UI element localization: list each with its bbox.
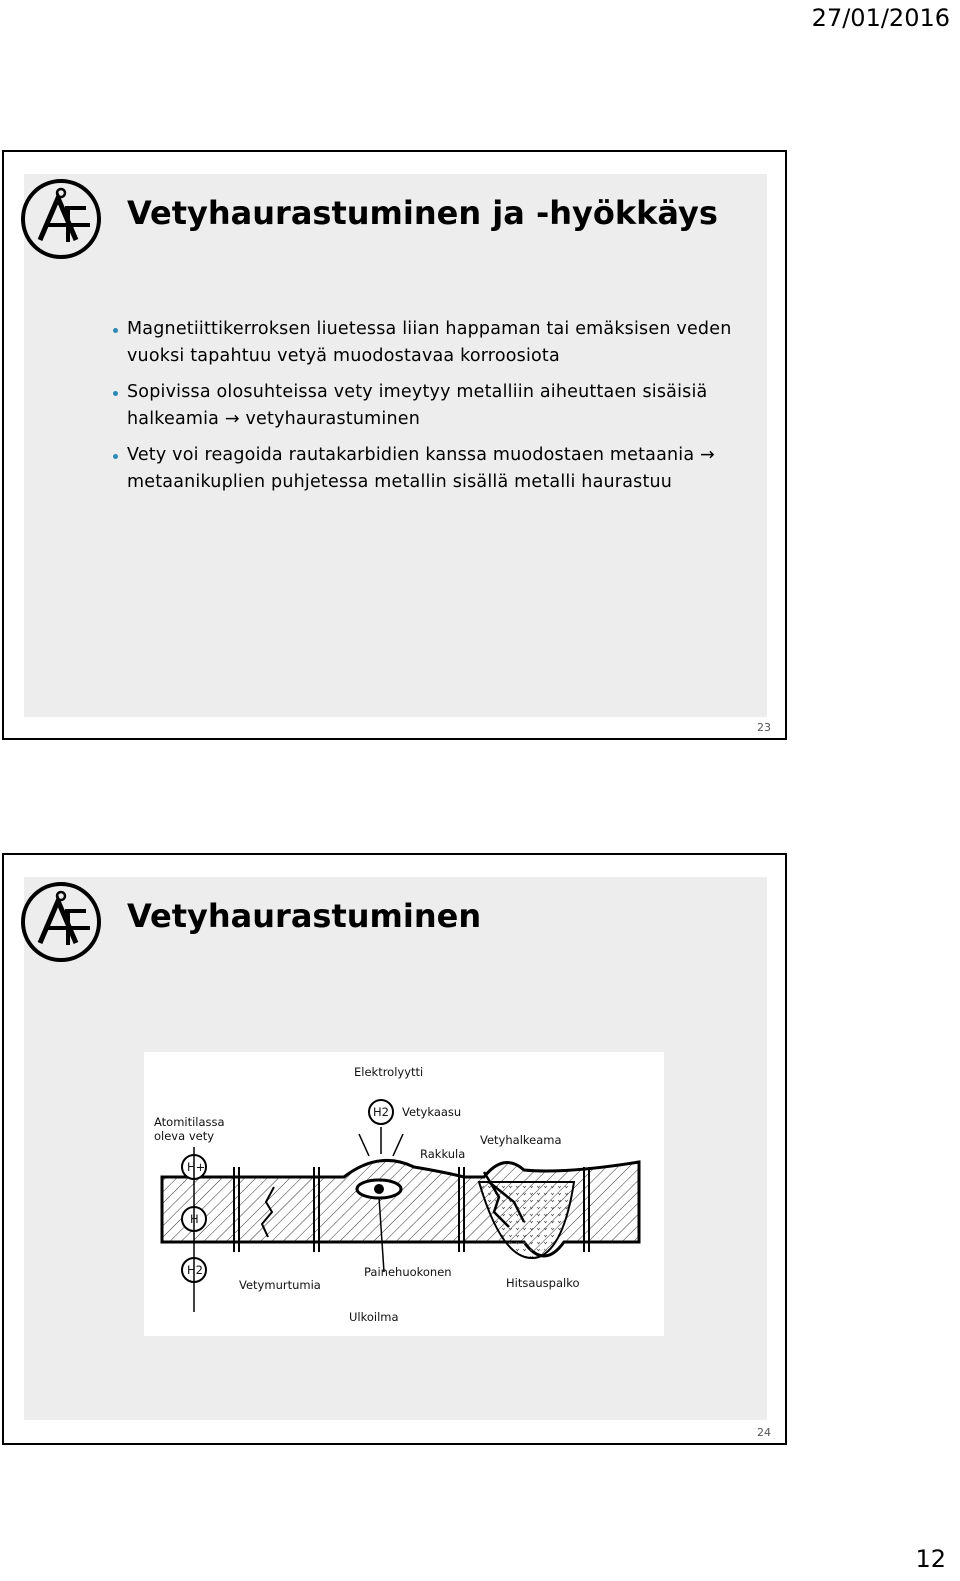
slide-number: 24 <box>757 1426 771 1439</box>
bullet-item: Magnetiittikerroksen liuetessa liian happaman tai emäksisen veden vuoksi tapahtuu vetyä muodostavaa korroosiota <box>127 316 737 369</box>
label-hitsauspalko: Hitsauspalko <box>506 1276 580 1290</box>
page-number: 12 <box>915 1545 946 1573</box>
label-oleva-vety: oleva vety <box>154 1129 215 1143</box>
hydrogen-embrittlement-diagram <box>144 1052 664 1336</box>
company-logo-icon <box>20 178 102 260</box>
slide-number: 23 <box>757 721 771 734</box>
label-h-plus: H+ <box>187 1160 206 1174</box>
company-logo-icon <box>20 881 102 963</box>
label-vetykaasu: Vetykaasu <box>402 1105 462 1119</box>
label-atomitilassa: Atomitilassa <box>154 1115 225 1129</box>
label-rakkula: Rakkula <box>420 1147 466 1161</box>
label-h2-left: H2 <box>187 1263 203 1277</box>
bullet-item: Vety voi reagoida rautakarbidien kanssa muodostaen metaania → metaanikuplien puhjetessa metallin sisällä metalli haurastuu <box>127 442 737 495</box>
label-painehuokonen: Painehuokonen <box>364 1265 452 1279</box>
label-vetymurtumia: Vetymurtumia <box>239 1278 321 1292</box>
bullet-item: Sopivissa olosuhteissa vety imeytyy metalliin aiheuttaen sisäisiä halkeamia → vetyhaurastuminen <box>127 379 737 432</box>
label-elektrolyytti: Elektrolyytti <box>354 1065 424 1079</box>
slide-title: Vetyhaurastuminen ja -hyökkäys <box>127 194 718 232</box>
label-ulkoilma: Ulkoilma <box>349 1310 399 1324</box>
slide-24 <box>2 853 787 1445</box>
bullet-list <box>127 316 737 505</box>
label-vetyhalkeama: Vetyhalkeama <box>480 1133 562 1147</box>
slide-title: Vetyhaurastuminen <box>127 897 482 935</box>
label-h: H <box>190 1212 199 1226</box>
page-date: 27/01/2016 <box>811 4 950 32</box>
label-h2-top: H2 <box>373 1105 389 1119</box>
slide-23 <box>2 150 787 740</box>
